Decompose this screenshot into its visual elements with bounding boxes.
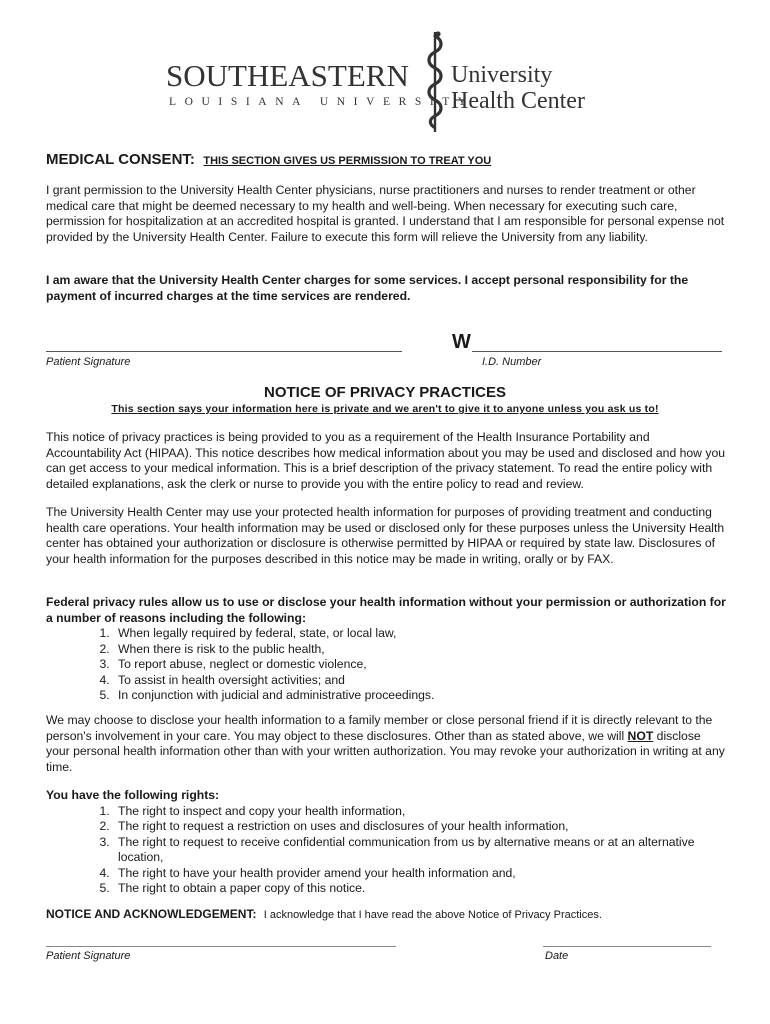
logo-university-subname: LOUISIANA UNIVERSITY (169, 96, 475, 108)
list-item: 4. To assist in health oversight activities; and (113, 673, 726, 689)
acknowledgement-label: NOTICE AND ACKNOWLEDGEMENT: (46, 907, 257, 921)
disclosure-text-b: disclose your personal health information other than with your written authorization. You may revoke your authorization in writing at any time. (46, 728, 725, 774)
logo-university-name: SOUTHEASTERN (166, 58, 409, 93)
rights-intro: You have the following rights: (46, 788, 220, 802)
use-paragraph: The University Health Center may use your protected health information for purposes of providing treatment and conducting health care operations. Your health information may be used or disclosed only for these purposes unless the University Health center has obtained your authorization or disclosure is otherwise permitted by HIPAA or required by state law. Disclosures of your health information for the purposes described in this notice may be made in writing, orally or by FAX. (46, 505, 725, 566)
id-number-line[interactable] (472, 351, 722, 352)
consent-subtitle: THIS SECTION GIVES US PERMISSION TO TREAT YOU (203, 155, 492, 167)
list-item: 3. The right to request to receive confidential communication from us by alternative means or at an alternative location, (113, 835, 726, 866)
list-item: 5. The right to obtain a paper copy of this notice. (113, 881, 726, 897)
id-prefix: W (452, 331, 471, 353)
privacy-heading: NOTICE OF PRIVACY PRACTICES (264, 384, 506, 401)
rights-section (46, 788, 726, 897)
caduceus-icon (424, 28, 446, 134)
list-item: 5. In conjunction with judicial and administrative proceedings. (113, 688, 726, 704)
acknowledgement (46, 907, 602, 921)
list-item: 1. When legally required by federal, state, or local law, (113, 626, 726, 642)
privacy-subheading: This section says your information here is private and we aren't to give it to anyone unless you ask us to! (111, 403, 659, 415)
consent-title-separator: : (189, 151, 195, 168)
federal-rules-section (46, 595, 726, 704)
consent-title: MEDICAL CONSENT (46, 151, 190, 168)
hipaa-paragraph: This notice of privacy practices is being provided to you as a requirement of the Health Insurance Portability and Accountability Act (HIPAA). This notice describes how medical information about you may be used and disclosed and how you can get access to your medical information. This is a brief description of the privacy statement. To read the entire policy with detailed explanations, ask the clerk or nurse to provide you with the entire policy to read and review. (46, 430, 726, 491)
ack-signature-line[interactable] (46, 946, 396, 947)
consent-paragraph: I grant permission to the University Health Center physicians, nurse practitioners and nurses to render treatment or other medical care that might be deemed necessary to my health and well-being. When necessary for executing such care, permission for hospitalization at an accredited hospital is granted. I understand that I am responsible for personal expense not provided by the University Health Center. Failure to execute this form will relieve the University from any liability. (46, 183, 725, 244)
ack-date-line[interactable] (543, 946, 711, 947)
list-item: 1. The right to inspect and copy your health information, (113, 804, 726, 820)
list-item: 3. To report abuse, neglect or domestic violence, (113, 657, 726, 673)
charges-paragraph: I am aware that the University Health Center charges for some services. I accept personal responsibility for the payment of incurred charges at the time services are rendered. (46, 273, 689, 303)
logo-unit-line1: University (451, 62, 553, 88)
medical-consent-heading (46, 151, 491, 169)
disclosure-not: NOT (627, 728, 654, 743)
id-number-label: I.D. Number (482, 356, 542, 368)
patient-signature-line[interactable] (46, 351, 402, 352)
patient-signature-label: Patient Signature (46, 356, 131, 368)
ack-signature-label: Patient Signature (46, 950, 131, 962)
rights-list (46, 804, 726, 897)
ack-date-label: Date (545, 950, 569, 962)
university-logo (166, 28, 616, 138)
disclosure-paragraph (46, 713, 726, 775)
logo-health-center (451, 62, 585, 114)
list-item: 2. The right to request a restriction on uses and disclosures of your health information, (113, 819, 726, 835)
disclosure-text-a: We may choose to disclose your health information to a family member or close personal friend if it is directly relevant to the person's involvement in your care. You may object to these disclosures. Other than as stated above, we will (46, 713, 713, 743)
federal-rules-intro: Federal privacy rules allow us to use or disclose your health information without your permission or authorization for a number of reasons including the following: (46, 595, 726, 625)
logo-unit-line2: Health Center (451, 88, 585, 114)
list-item: 4. The right to have your health provider amend your health information and, (113, 866, 726, 882)
acknowledgement-text: I acknowledge that I have read the above Notice of Privacy Practices. (263, 909, 602, 921)
list-item: 2. When there is risk to the public health, (113, 642, 726, 658)
federal-rules-list (46, 626, 726, 704)
